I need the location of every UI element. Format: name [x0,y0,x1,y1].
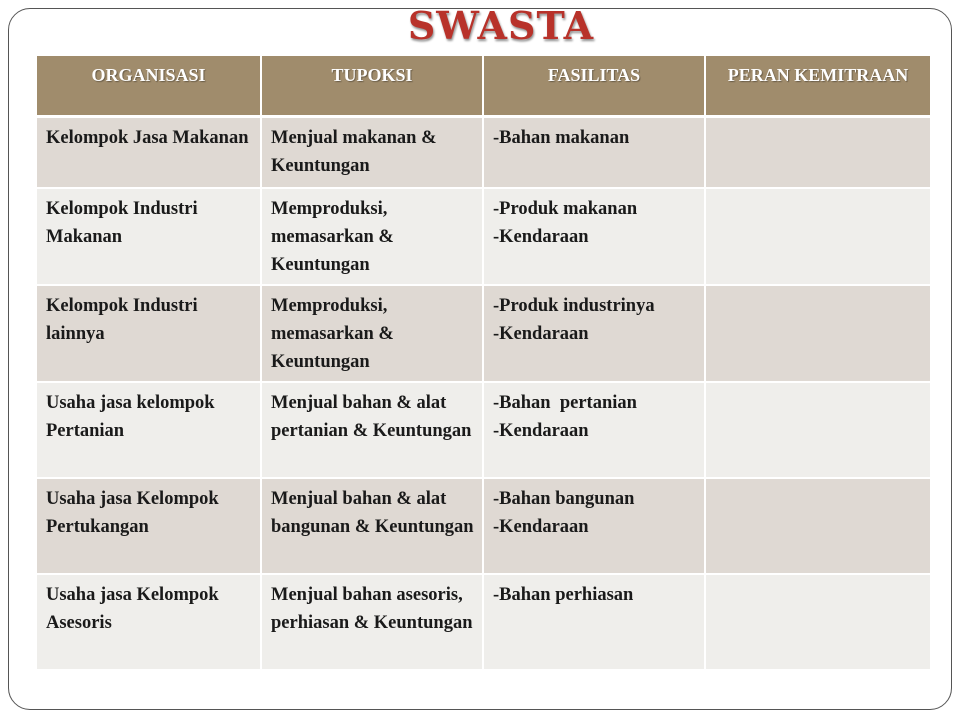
fasilitas-item: -Bahan pertanian [493,393,637,413]
fasilitas-item: -Kendaraan [493,324,589,344]
cell-fasilitas [483,574,705,670]
cell-organisasi: Kelompok Industri lainnya [37,285,261,382]
cell-peran-kemitraan [705,574,930,670]
cell-tupoksi: Memproduksi, memasarkan & Keuntungan [261,285,483,382]
fasilitas-item: -Bahan bangunan [493,489,635,509]
header-peran-kemitraan: PERAN KEMITRAAN [705,56,930,116]
fasilitas-item: -Kendaraan [493,227,589,247]
cell-tupoksi: Menjual makanan & Keuntungan [261,116,483,188]
swasta-table [37,56,930,671]
table-row [37,382,930,478]
fasilitas-item: -Produk industrinya [493,296,655,316]
cell-fasilitas [483,285,705,382]
table-row [37,478,930,574]
cell-peran-kemitraan [705,285,930,382]
cell-peran-kemitraan [705,188,930,285]
cell-fasilitas [483,478,705,574]
slide-title: SWASTA [407,3,595,48]
cell-fasilitas [483,188,705,285]
cell-peran-kemitraan [705,382,930,478]
cell-organisasi: Kelompok Industri Makanan [37,188,261,285]
header-fasilitas: FASILITAS [483,56,705,116]
cell-fasilitas [483,382,705,478]
cell-tupoksi: Menjual bahan & alat pertanian & Keuntungan [261,382,483,478]
fasilitas-item: -Bahan makanan [493,127,630,148]
table-row [37,188,930,285]
cell-organisasi: Usaha jasa kelompok Pertanian [37,382,261,478]
fasilitas-item: -Kendaraan [493,421,589,441]
cell-tupoksi: Menjual bahan asesoris, perhiasan & Keuntungan [261,574,483,670]
cell-organisasi: Usaha jasa Kelompok Pertukangan [37,478,261,574]
table-row [37,116,930,188]
cell-organisasi: Kelompok Jasa Makanan [37,116,261,188]
table-row [37,574,930,670]
header-organisasi: ORGANISASI [37,56,261,116]
table-row [37,285,930,382]
header-tupoksi: TUPOKSI [261,56,483,116]
cell-peran-kemitraan [705,478,930,574]
fasilitas-item: -Bahan perhiasan [493,585,634,605]
cell-fasilitas [483,116,705,188]
table-header-row [37,56,930,116]
cell-tupoksi: Memproduksi, memasarkan & Keuntungan [261,188,483,285]
cell-organisasi: Usaha jasa Kelompok Asesoris [37,574,261,670]
fasilitas-item: -Produk makanan [493,199,638,219]
cell-tupoksi: Menjual bahan & alat bangunan & Keuntungan [261,478,483,574]
fasilitas-item: -Kendaraan [493,517,589,537]
cell-peran-kemitraan [705,116,930,188]
